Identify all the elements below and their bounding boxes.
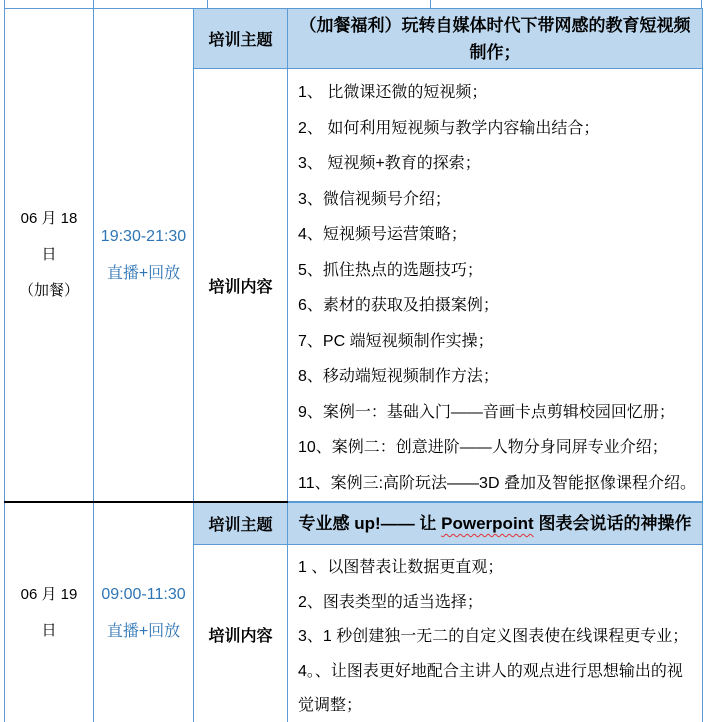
list-item: 7、PC 端短视频制作实操； — [298, 332, 494, 350]
time-range: 19:30-21:30 — [100, 228, 187, 245]
broadcast-mode: 直播+回放 — [106, 265, 181, 282]
topic-title-cell-1 — [288, 9, 703, 69]
time-cell-jun19 — [94, 502, 194, 722]
content-label-cell-1 — [194, 69, 288, 503]
content-list-1 — [288, 69, 703, 503]
list-item: 1 、以图替表让数据更直观； — [298, 559, 504, 576]
broadcast-mode: 直播+回放 — [106, 623, 181, 641]
date-cell-jun18 — [5, 9, 94, 503]
topic-label: 培训主题 — [208, 517, 273, 534]
grid-line — [207, 0, 208, 8]
training-schedule-table — [4, 8, 703, 722]
list-item: 5、抓住热点的选题技巧； — [298, 261, 483, 279]
list-item: 9、案例一：基础入门——音画卡点剪辑校园回忆册； — [298, 403, 675, 421]
date-line: 06 月 18 — [20, 210, 78, 227]
content-label: 培训内容 — [208, 278, 273, 296]
grid-line — [430, 0, 431, 8]
list-item: 10、案例二：创意进阶——人物分身同屏专业介绍； — [298, 439, 668, 456]
list-item: 3、 短视频+教育的探索； — [298, 155, 481, 172]
spellchecked-word: Powerpoint — [441, 514, 534, 533]
topic-label-cell-2 — [194, 502, 288, 545]
grid-line — [93, 0, 94, 8]
previous-row-remnant — [4, 0, 702, 8]
date-line: 日 — [41, 622, 57, 640]
time-cell-jun18 — [94, 9, 194, 503]
list-item: 2、图表类型的适当选择； — [298, 593, 483, 611]
time-range: 09:00-11:30 — [101, 586, 186, 604]
content-label: 培训内容 — [208, 627, 273, 645]
content-label-cell-2 — [194, 545, 288, 722]
date-line: 日 — [41, 246, 57, 263]
topic-label: 培训主题 — [208, 32, 273, 49]
list-item: 4。、让图表更好地配合主讲人的观点进行思想输出的视觉调整； — [298, 662, 683, 714]
list-item: 4、短视频号运营策略； — [298, 226, 467, 243]
list-item: 11、案例三:高阶玩法——3D 叠加及智能抠像课程介绍。 — [298, 474, 696, 492]
list-item: 3、1 秒创建独一无二的自定义图表使在线课程更专业； — [298, 628, 689, 645]
list-item: 6、素材的获取及拍摄案例； — [298, 297, 499, 314]
topic-label-cell-1 — [194, 9, 288, 69]
content-list-2 — [288, 545, 703, 722]
topic-title-post: 图表会说话的神操作 — [533, 514, 692, 533]
date-line: （加餐） — [18, 282, 79, 299]
date-line: 06 月 19 — [20, 586, 78, 604]
grid-line — [4, 0, 5, 8]
grid-line — [701, 0, 702, 8]
list-item: 2、 如何利用短视频与教学内容输出结合； — [298, 119, 600, 137]
topic-title: （加餐福利）玩转自媒体时代下带网感的教育短视频制作； — [299, 15, 691, 62]
date-cell-jun19 — [5, 502, 94, 722]
list-item: 3、微信视频号介绍； — [298, 190, 451, 208]
list-item: 8、移动端短视频制作方法； — [298, 368, 499, 385]
list-item: 1、 比微课还微的短视频； — [298, 84, 488, 101]
topic-title-cell-2 — [288, 502, 703, 545]
topic-title-pre: 专业感 up!—— 让 — [298, 514, 442, 533]
